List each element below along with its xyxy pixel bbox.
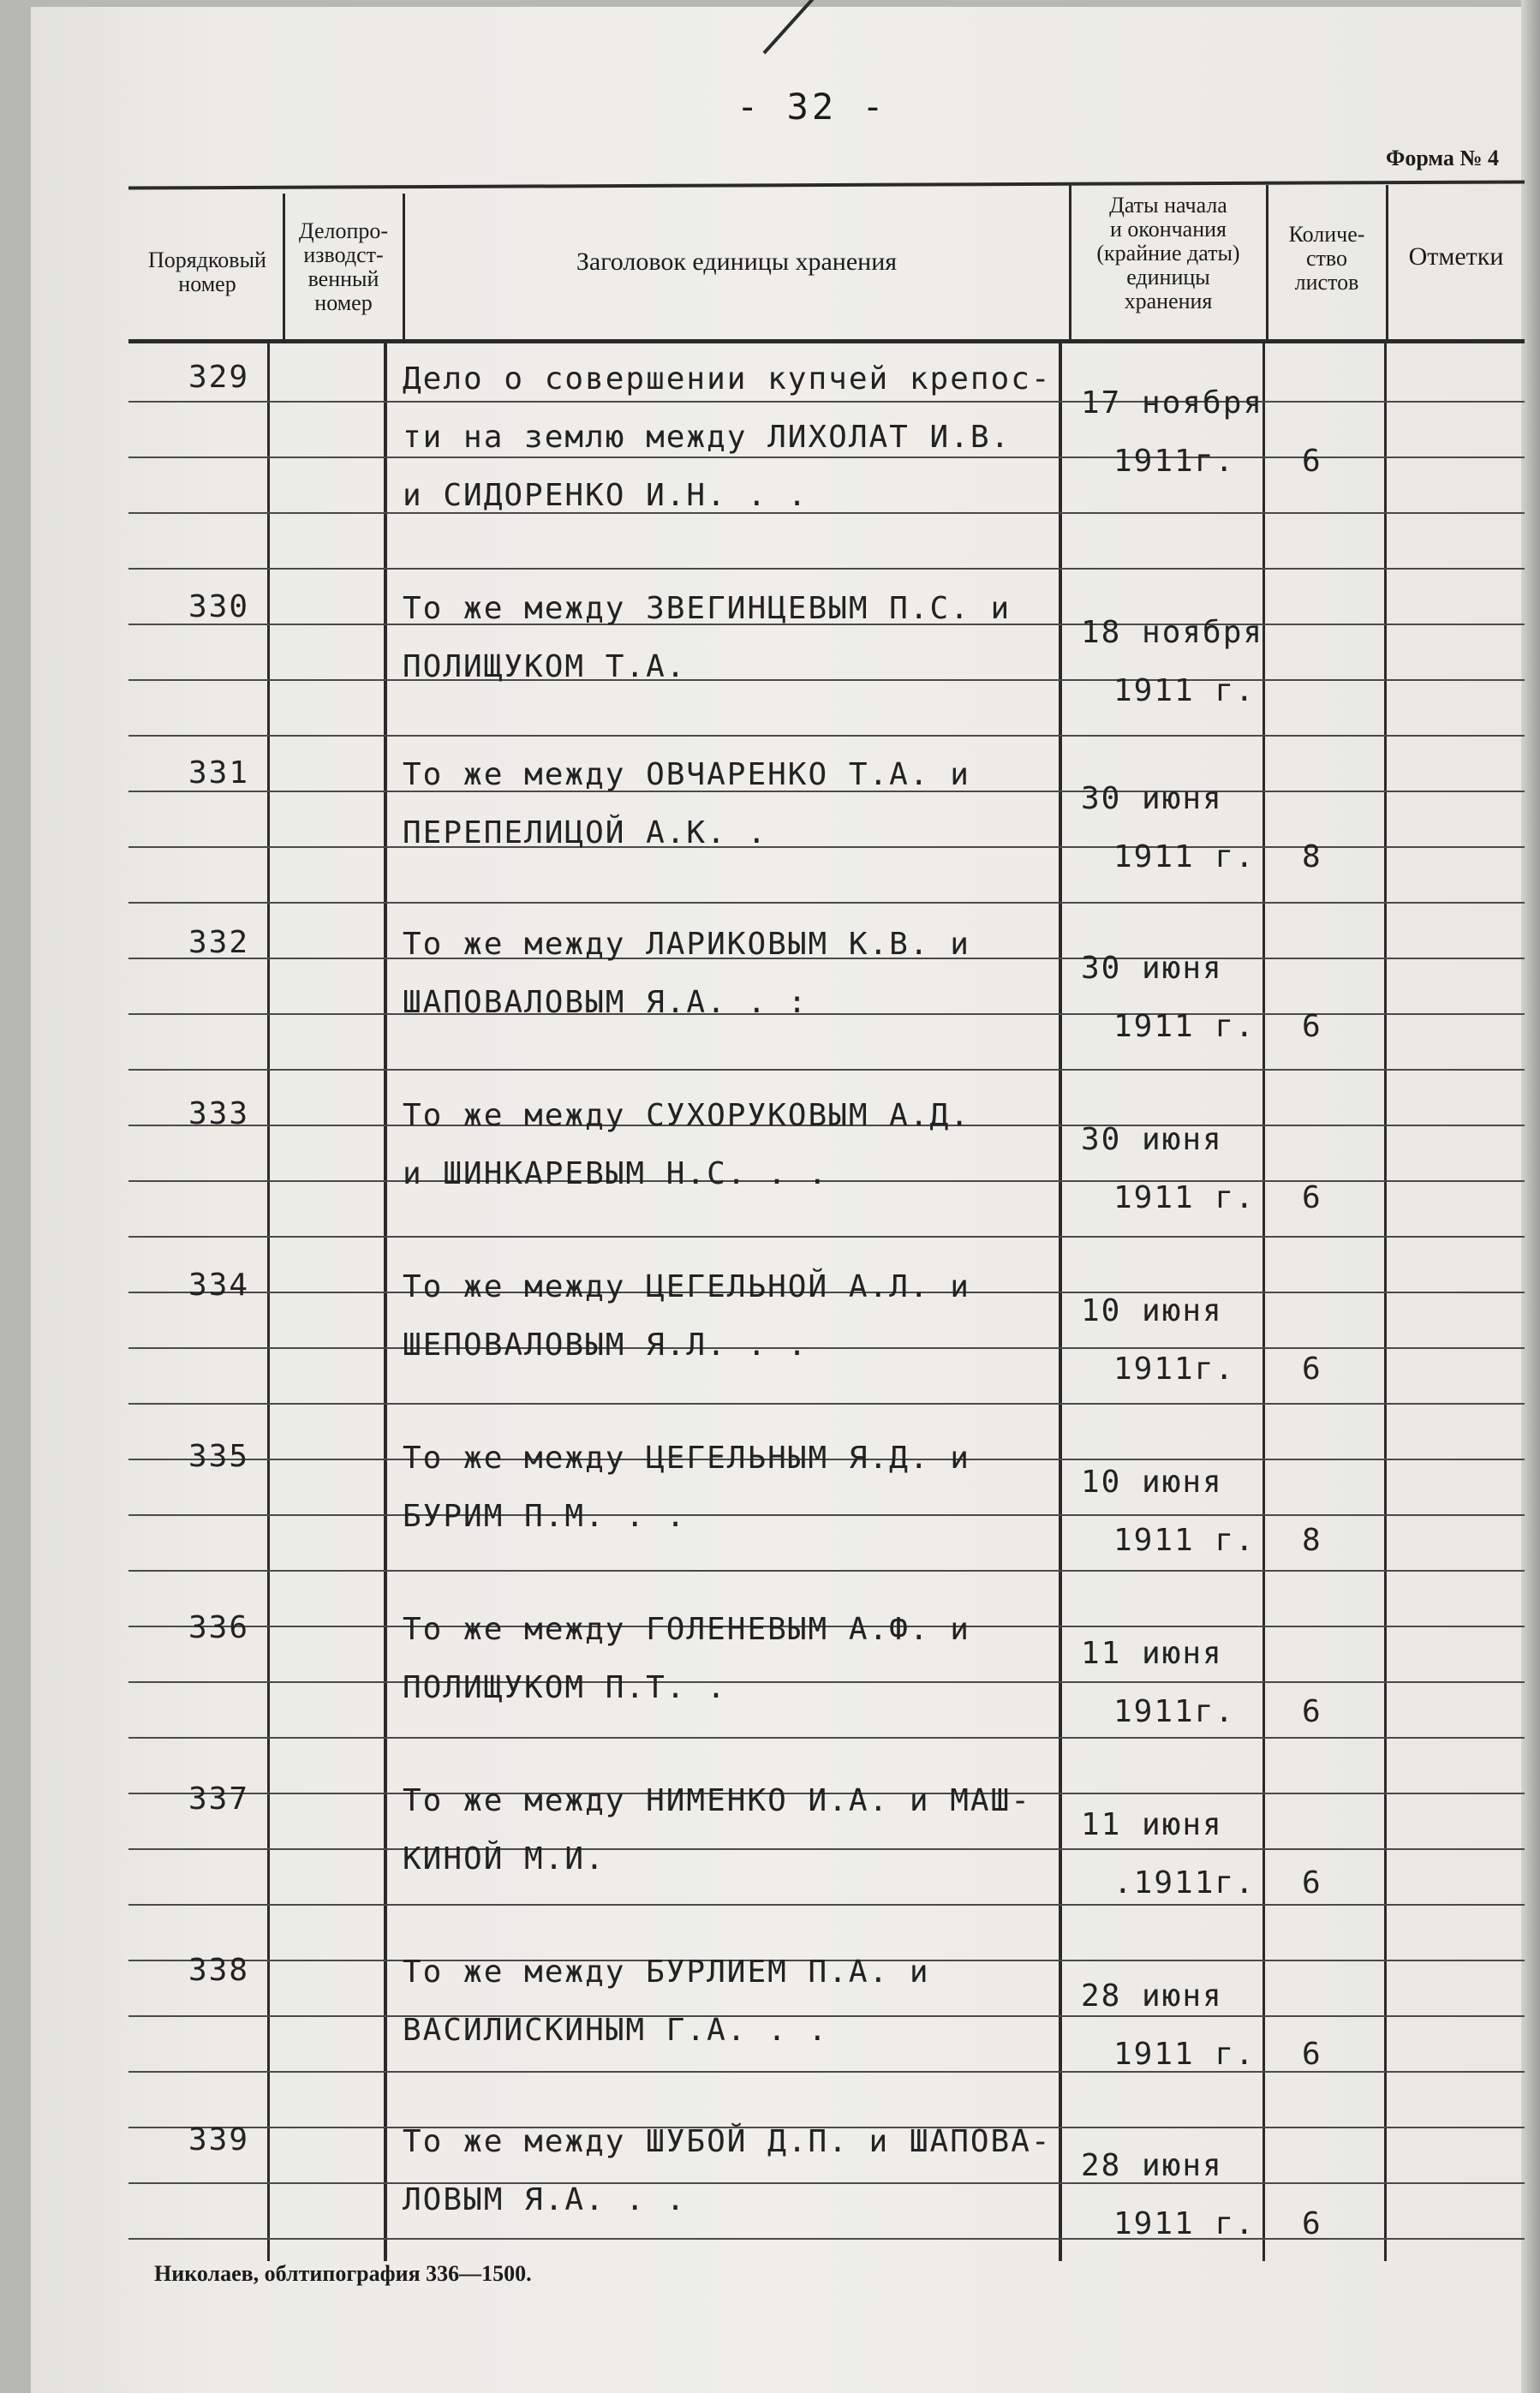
header-dates [1072,194,1264,313]
record-sheets: 6 [1302,1180,1322,1215]
header-notes-text: Отметки [1408,242,1504,271]
record-number: 333 [188,1096,250,1131]
ruled-line [128,679,1525,681]
record-date-line: 28 июня [1081,1978,1223,2014]
record-sheets: 6 [1302,1009,1322,1044]
record-date-line: 1911 г. [1113,1180,1256,1215]
record-sheets: 6 [1302,1694,1322,1729]
ruled-line [128,568,1525,570]
header-dates-line-4: единицы [1126,265,1210,289]
record-date-line: 10 июня [1081,1465,1223,1500]
header-bottom-rule [128,339,1525,343]
record-date-line: 30 июня [1081,1122,1223,1157]
record-date-line: 1911 г. [1113,1009,1256,1044]
record-number: 332 [188,925,250,960]
page-number: - 32 - [737,86,887,128]
header-order-number-line-1: Порядковый [148,248,266,272]
record-number: 336 [188,1610,250,1645]
ruled-line [128,1848,1525,1850]
header-office-number [286,219,401,315]
record-title-line: То же между ЗВЕГИНЦЕВЫМ П.С. и [403,591,1012,626]
record-sheets: 6 [1302,1865,1322,1901]
record-title-line: То же между НИМЕНКО И.А. и МАШ- [403,1783,1031,1818]
record-title-line: ПЕРЕПЕЛИЦОЙ А.К. . [403,815,768,850]
col-sep-1 [283,194,285,339]
ruled-line [128,902,1525,904]
record-title-line: и ШИНКАРЕВЫМ Н.С. . . [403,1156,829,1191]
header-sheets [1269,223,1384,295]
record-date-line: 30 июня [1081,951,1223,986]
body-col-sep-5 [1384,343,1387,2261]
ruled-line [128,1236,1525,1238]
header-sheets-line-3: листов [1294,270,1359,295]
record-number: 330 [188,589,250,624]
record-number: 334 [188,1268,250,1303]
col-sep-2 [403,194,405,339]
page-edge [1521,0,1540,2393]
record-title-line: ти на землю между ЛИХОЛАТ И.В. [403,420,1012,455]
record-number: 337 [188,1781,250,1817]
record-date-line: 10 июня [1081,1293,1223,1328]
record-date-line: .1911г. [1113,1865,1256,1901]
record-date-line: 30 июня [1081,781,1223,816]
record-date-line: 1911 г. [1113,839,1256,874]
header-sheets-line-2: ство [1305,246,1347,271]
ruled-line [128,2182,1525,2184]
record-title-line: То же между СУХОРУКОВЫМ А.Д. [403,1098,970,1133]
record-title-line: То же между ШУБОЙ Д.П. и ШАПОВА- [403,2124,1052,2159]
record-sheets: 6 [1302,1352,1322,1387]
record-date-line: 1911 г. [1113,1523,1256,1558]
ruled-line [128,1347,1525,1349]
record-title-line: ВАСИЛИСКИНЫМ Г.А. . . [403,2013,829,2048]
body-col-sep-2 [384,343,387,2261]
header-office-number-line-4: номер [314,290,373,315]
record-title-line: БУРИМ П.М. . . [403,1499,687,1534]
record-title-line: ПОЛИЩУКОМ П.Т. . [403,1670,727,1705]
header-dates-line-2: и окончания [1109,217,1227,242]
ruled-line [128,1904,1525,1906]
ruled-line [128,512,1525,514]
record-sheets: 6 [1302,2037,1322,2072]
body-col-sep-3 [1059,343,1062,2261]
header-title [406,250,1067,274]
header-notes [1389,242,1523,271]
col-sep-4 [1266,185,1268,339]
header-office-number-line-1: Делопро- [298,218,389,243]
record-title-line: Дело о совершении купчей крепос- [403,361,1052,397]
header-dates-line-1: Даты начала [1109,193,1227,218]
header-order-number [134,248,281,296]
record-title-line: То же между ЦЕГЕЛЬНОЙ А.Л. и [403,1269,970,1304]
record-title-line: КИНОЙ М.И. [403,1841,606,1877]
record-title-line: ПОЛИЩУКОМ Т.А. [403,649,687,684]
record-date-line: 17 ноября [1081,385,1264,421]
header-office-number-line-2: изводст- [303,242,384,267]
record-date-line: 28 июня [1081,2148,1223,2183]
ruled-line [128,1514,1525,1516]
record-title-line: ШАПОВАЛОВЫМ Я.А. . : [403,985,809,1020]
header-order-number-line-2: номер [178,272,236,296]
ruled-line [128,401,1525,403]
ruled-line [128,1403,1525,1405]
record-title-line: То же между ЦЕГЕЛЬНЫМ Я.Д. и [403,1441,970,1476]
ruled-line [128,1681,1525,1683]
ruled-line [128,1737,1525,1739]
header-sheets-line-1: Количе- [1288,222,1365,247]
record-date-line: 11 июня [1081,1807,1223,1842]
col-sep-3 [1069,185,1071,339]
record-date-line: 1911г. [1113,1352,1236,1387]
record-number: 339 [188,2122,250,2157]
record-sheets: 8 [1302,839,1322,874]
ruled-line [128,1069,1525,1071]
record-title-line: То же между ОВЧАРЕНКО Т.А. и [403,757,970,792]
record-title-line: То же между ЛАРИКОВЫМ К.В. и [403,927,970,962]
record-title-line: То же между БУРЛИЕМ П.А. и [403,1954,930,1990]
form-label: Форма № 4 [1386,146,1500,170]
header-office-number-line-3: венный [307,266,379,291]
record-number: 335 [188,1439,250,1474]
record-date-line: 1911 г. [1113,2037,1256,2072]
record-title-line: ЛОВЫМ Я.А. . . [403,2182,687,2217]
record-sheets: 6 [1302,2206,1322,2241]
record-number: 331 [188,755,250,791]
col-sep-5 [1386,185,1388,339]
record-number: 329 [188,360,250,395]
record-title-line: и СИДОРЕНКО И.Н. . . [403,478,809,513]
printer-footer: Николаев, облтипография 336—1500. [154,2261,532,2286]
header-title-text: Заголовок единицы хранения [576,248,898,276]
record-title-line: То же между ГОЛЕНЕВЫМ А.Ф. и [403,1612,970,1647]
ruled-line [128,1570,1525,1572]
record-date-line: 1911 г. [1113,673,1256,708]
record-title-line: ШЕПОВАЛОВЫМ Я.Л. . . [403,1328,809,1363]
ruled-line [128,735,1525,737]
header-dates-line-5: хранения [1124,289,1213,313]
record-date-line: 1911г. [1113,1694,1236,1729]
record-sheets: 8 [1302,1523,1322,1558]
record-date-line: 18 ноября [1081,615,1264,650]
record-sheets: 6 [1302,444,1322,479]
record-date-line: 1911г. [1113,444,1236,479]
record-number: 338 [188,1953,250,1988]
record-date-line: 1911 г. [1113,2206,1256,2241]
record-date-line: 11 июня [1081,1636,1223,1671]
body-col-sep-1 [267,343,270,2261]
header-dates-line-3: (крайние даты) [1096,241,1240,266]
